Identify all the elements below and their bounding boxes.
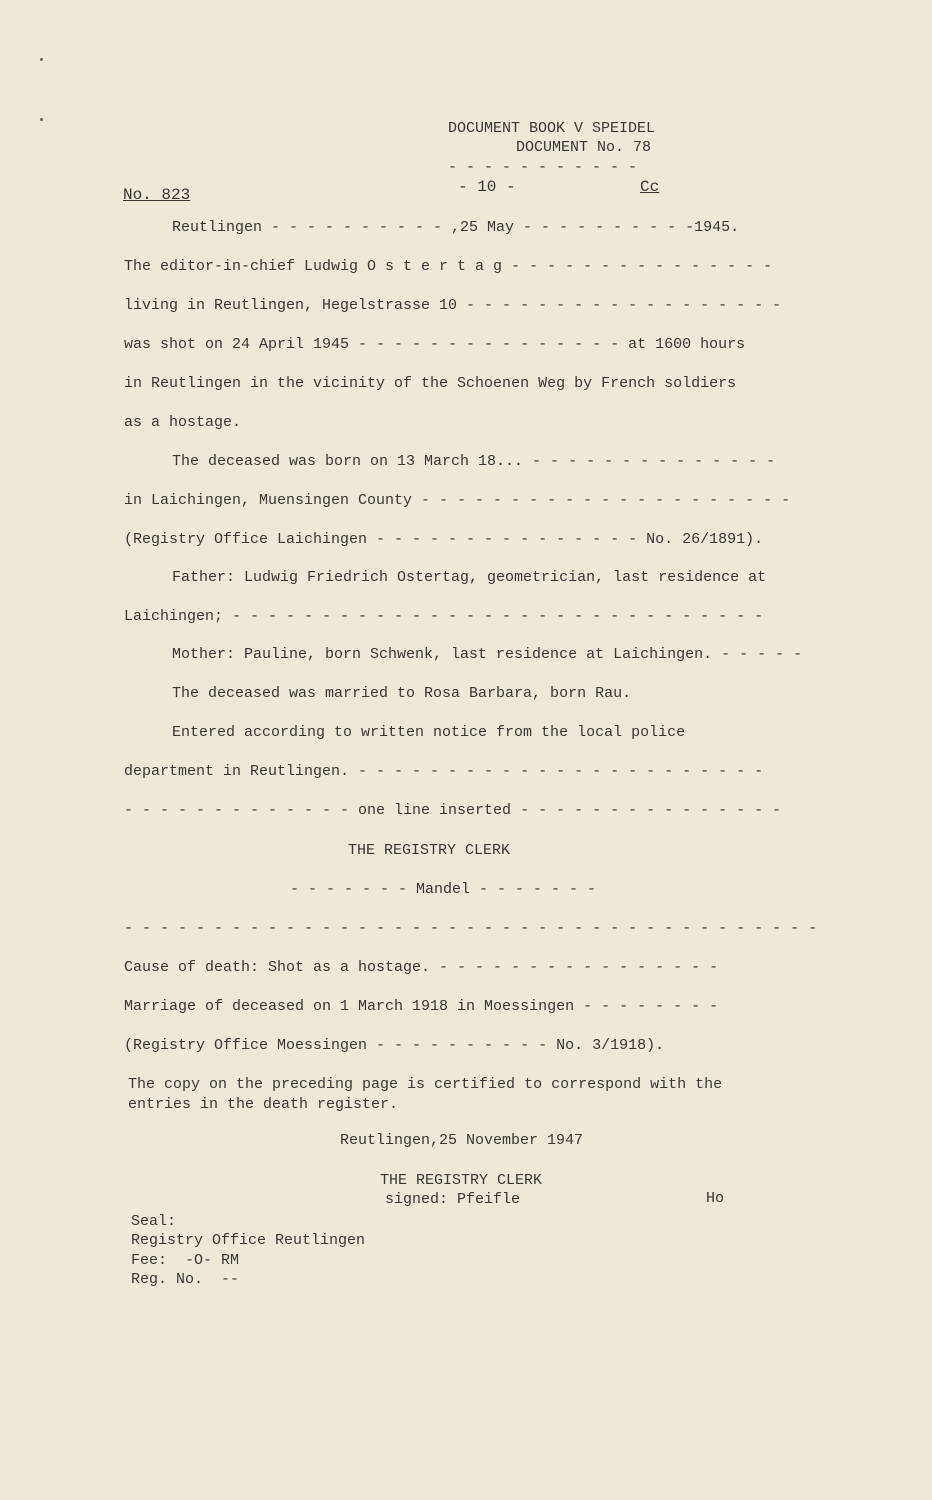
body-line-2: The editor-in-chief Ludwig O s t e r t a g - - - - - - - - - - - - - - - <box>124 258 773 275</box>
header-rule: - - - - - - - - - - - <box>448 159 638 176</box>
body-line-20: Cause of death: Shot as a hostage. - - - - - - - - - - - - - - - - <box>124 959 719 976</box>
body-line-13: The deceased was married to Rosa Barbara, born Rau. <box>172 685 632 702</box>
body-line-14: Entered according to written notice from the local police <box>172 724 686 741</box>
body-line-6: as a hostage. <box>124 414 242 431</box>
reg-number-line: Reg. No. -- <box>131 1271 240 1288</box>
body-line-4: was shot on 24 April 1945 - - - - - - - - - - - - - - - at 1600 hours <box>124 336 746 353</box>
entry-number: No. 823 <box>123 186 191 204</box>
body-line-16: - - - - - - - - - - - - - one line inserted - - - - - - - - - - - - - - - <box>124 802 782 819</box>
separator-dashes: - - - - - - - - - - - - - - - - - - - - - - - - - - - - - - - - - - - - - - - <box>124 920 818 937</box>
document-number-heading: DOCUMENT No. 78 <box>516 139 652 156</box>
certification-line-2: entries in the death register. <box>128 1096 399 1113</box>
initials: Ho <box>706 1190 725 1207</box>
seal-office: Registry Office Reutlingen <box>131 1232 366 1249</box>
clerk-name-line: - - - - - - - Mandel - - - - - - - <box>290 881 597 898</box>
paper-speck <box>40 58 43 61</box>
body-line-10: Father: Ludwig Friedrich Ostertag, geometrician, last residence at <box>172 569 767 586</box>
body-line-5: in Reutlingen in the vicinity of the Schoenen Weg by French soldiers <box>124 375 737 392</box>
signature-name: signed: Pfeifle <box>385 1191 521 1208</box>
body-line-3: living in Reutlingen, Hegelstrasse 10 - - - - - - - - - - - - - - - - - - <box>124 297 782 314</box>
document-book-heading: DOCUMENT BOOK V SPEIDEL <box>448 120 656 137</box>
certification-place-date: Reutlingen,25 November 1947 <box>340 1132 584 1149</box>
seal-label: Seal: <box>131 1213 177 1230</box>
signature-title: THE REGISTRY CLERK <box>380 1172 543 1189</box>
paper-speck <box>40 118 43 121</box>
certification-line-1: The copy on the preceding page is certified to correspond with the <box>128 1076 723 1093</box>
body-line-22: (Registry Office Moessingen - - - - - - - - - - No. 3/1918). <box>124 1037 665 1054</box>
body-line-12: Mother: Pauline, born Schwenk, last residence at Laichingen. - - - - - <box>172 646 803 663</box>
body-line-9: (Registry Office Laichingen - - - - - - - - - - - - - - - No. 26/1891). <box>124 531 764 548</box>
body-line-21: Marriage of deceased on 1 March 1918 in Moessingen - - - - - - - - <box>124 998 719 1015</box>
body-line-7: The deceased was born on 13 March 18... - - - - - - - - - - - - - - <box>172 453 776 470</box>
body-line-1: Reutlingen - - - - - - - - - - ,25 May - - - - - - - - - -1945. <box>172 219 740 236</box>
fee-line: Fee: -O- RM <box>131 1252 240 1269</box>
cc-mark: Cc <box>640 178 660 196</box>
body-line-15: department in Reutlingen. - - - - - - - - - - - - - - - - - - - - - - - <box>124 763 764 780</box>
registry-clerk-heading: THE REGISTRY CLERK <box>348 842 511 859</box>
body-line-8: in Laichingen, Muensingen County - - - - - - - - - - - - - - - - - - - - - <box>124 492 791 509</box>
page-number: - 10 - <box>458 178 516 196</box>
body-line-11: Laichingen; - - - - - - - - - - - - - - - - - - - - - - - - - - - - - - <box>124 608 764 625</box>
